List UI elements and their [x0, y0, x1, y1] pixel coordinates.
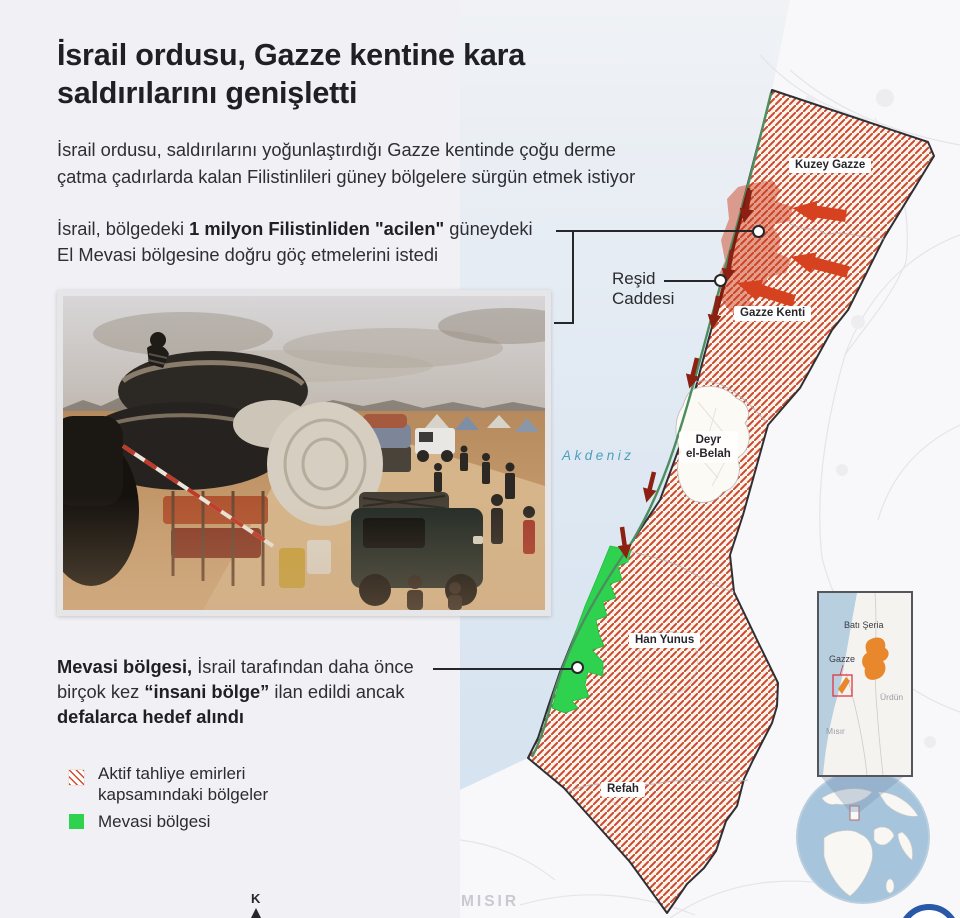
label-khan-yunis: Han Yunus — [629, 633, 700, 648]
claim-leader-foot — [554, 322, 574, 324]
globe-madagascar — [886, 879, 894, 893]
claim-leader-line — [556, 230, 758, 232]
inset-label-jordan: Ürdün — [880, 692, 904, 702]
inset-label-egypt: Mısır — [826, 726, 845, 736]
inset-egypt-border — [846, 673, 867, 775]
inset-west-bank — [862, 637, 889, 679]
inset-label-gaza: Gazze — [829, 654, 856, 664]
label-egypt: MISIR — [461, 893, 520, 910]
label-north-gaza: Kuzey Gazze — [789, 158, 871, 173]
dust-haze — [63, 496, 545, 610]
region-inset-map — [817, 591, 913, 777]
label-rashid-road: Reşid Caddesi — [612, 269, 675, 308]
rashid-map-dot — [714, 274, 727, 287]
title-line1: İsrail ordusu, Gazze kentine kara — [57, 38, 526, 72]
compass-north-icon — [251, 908, 261, 918]
label-deir-el-balah: Deyr el-Belah — [679, 431, 738, 463]
claim-text: İsrail, bölgedeki 1 milyon Filistinliden "acilen" güneydeki El Mevasi bölgesine doğru göç etmelerini istedi — [57, 218, 533, 265]
compass-north-label: K — [251, 891, 261, 906]
title-line2: saldırılarını genişletti — [57, 76, 358, 110]
displacement-photo — [57, 290, 551, 616]
label-mediterranean: Akdeniz — [562, 448, 635, 463]
legend-mevasi-label: Mevasi bölgesi — [98, 812, 211, 831]
label-rafah: Refah — [601, 782, 645, 797]
intro-text: İsrail ordusu, saldırılarını yoğunlaştırdığı Gazze kentinde çoğu derme çatma çadırlarda kalan Filistinlileri güney bölgelere sürgün etmek istiyor — [57, 139, 636, 187]
mevasi-note: Mevasi bölgesi, İsrail tarafından daha önce birçok kez “insani bölge” ilan edildi ancak defalarca hedef alındı — [57, 656, 414, 727]
legend-mevasi-swatch — [69, 814, 84, 829]
mevasi-map-dot — [571, 661, 584, 674]
mevasi-leader-line — [433, 668, 575, 670]
label-gaza-city: Gazze Kenti — [734, 306, 811, 321]
claim-map-dot — [752, 225, 765, 238]
claim-leader-vertical — [572, 230, 574, 324]
legend-evacuation-swatch — [69, 770, 84, 785]
inset-label-west-bank: Batı Şeria — [844, 620, 884, 630]
page-title — [57, 36, 525, 112]
photo-illustration — [63, 296, 545, 610]
legend-evacuation-label: Aktif tahliye emirleri kapsamındaki bölgeler — [98, 764, 269, 804]
